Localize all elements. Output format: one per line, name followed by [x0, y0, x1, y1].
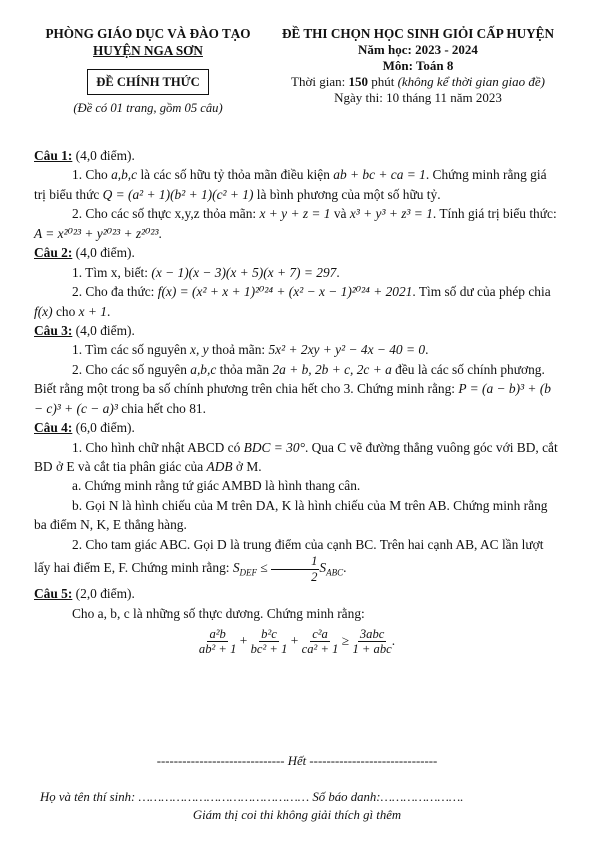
question-3-part-1: [34, 340, 560, 359]
q5-plus-1: +: [236, 633, 251, 649]
q1p1-text-a: 1. Cho: [72, 167, 112, 183]
time-value: 150: [348, 74, 368, 89]
q2p2-text-c: cho: [52, 303, 79, 319]
q4p2-sub2: ABC: [326, 567, 344, 578]
q2p2-text-b: . Tìm số dư của phép chia: [412, 284, 551, 300]
q1p1-text-d: là bình phương của một số hữu tỷ.: [253, 186, 441, 202]
question-4-title: Câu 4:: [34, 420, 73, 436]
question-4-points: (6,0 điểm).: [72, 420, 135, 436]
question-4-part-1a: a. Chứng minh rằng tứ giác AMBD là hình thang cân.: [72, 478, 361, 494]
end-mark-text: ------------------------------ Hết ------------------------------: [156, 754, 438, 768]
q3p1-end: .: [425, 342, 429, 358]
question-3-heading: [34, 321, 560, 340]
q1p2-expression: A = x²⁰²³ + y²⁰²³ + z²⁰²³: [34, 225, 159, 241]
time-suffix: phút: [367, 74, 398, 89]
subject: Môn: Toán 8: [382, 58, 454, 73]
q5-f4-den: 1 + abc: [352, 642, 392, 657]
q3p1-text-b: thoả mãn:: [208, 342, 269, 358]
question-2-part-1: [34, 263, 560, 282]
q5-f3-num: c²a: [312, 627, 328, 641]
q3p2-expression: 2a + b, 2b + c, 2c + a: [272, 361, 392, 377]
q4p2-le: ≤: [257, 560, 272, 576]
q3p2-end: chia hết cho 81.: [117, 400, 206, 416]
q1p2-end: .: [158, 225, 162, 241]
q4p2-half-fraction: [271, 554, 319, 584]
q1p2-cond-2: x³ + y³ + z³ = 1: [349, 206, 433, 222]
q2p1-expression: (x − 1)(x − 3)(x + 5)(x + 7) = 297: [151, 264, 337, 280]
q2p2-text-a: 2. Cho đa thức:: [72, 284, 158, 300]
q3p2-P-expression: P = (a − b)³ + (b − c)³ + (c − a)³: [34, 381, 551, 416]
official-label: ĐỀ CHÍNH THỨC: [87, 69, 209, 95]
q3p2-text-c: đều là các số chính phương. Biết rằng một trong ba số chính phương trên chia hết cho 3. Chứng minh rằng:: [34, 361, 545, 397]
q4p1-angle: BDC = 30°: [243, 439, 305, 455]
q2p2-expression: f(x) = (x² + x + 1)²⁰²⁴ + (x² − x − 1)²⁰²⁴ + 2021: [157, 284, 413, 300]
q1p1-expression: Q = (a² + 1)(b² + 1)(c² + 1): [102, 186, 254, 202]
time-prefix: Thời gian:: [291, 74, 349, 89]
q5-fraction-1: [199, 627, 236, 657]
question-4-part-1: [34, 438, 560, 477]
q1p2-text-b: . Tính giá trị biểu thức:: [432, 206, 557, 222]
q4p2-end: .: [343, 560, 347, 576]
q5-f2-den: bc² + 1: [250, 642, 288, 657]
header-left: [38, 25, 258, 117]
invigilator-note: Giám thị coi thi không giải thích gì thêm: [192, 808, 402, 822]
q2p2-divisor: x + 1: [78, 303, 107, 319]
q3p1-expression: 5x² + 2xy + y² − 4x − 40 = 0: [268, 342, 426, 358]
exam-time: [262, 74, 574, 90]
question-3-part-2: [34, 360, 560, 418]
q2p1-end: .: [336, 264, 340, 280]
exam-date: Ngày thi: 10 tháng 11 năm 2023: [334, 90, 502, 105]
q4p2-s2: S: [319, 560, 327, 576]
q4p1-text-b: . Qua C vẽ đường thẳng vuông góc với BD, cắt BD ở E và cắt tia phân giác của: [34, 439, 558, 474]
district-name: HUYỆN NGA SƠN: [93, 43, 203, 58]
q2p2-fx: f(x): [34, 303, 53, 319]
question-1-title: Câu 1:: [34, 148, 73, 163]
q4p2-text-a: 2. Cho tam giác ABC. Gọi D là trung điểm của cạnh BC. Trên hai cạnh AB, AC lần lượt lấy hai điểm E, F. Chứng minh rằng:: [34, 536, 544, 576]
question-5-points: (2,0 điểm).: [72, 586, 135, 602]
time-note: (không kể thời gian giao đề): [397, 74, 545, 89]
question-1-heading: [34, 146, 560, 165]
q1p2-and: và: [330, 206, 350, 222]
q1p2-text-a: 2. Cho các số thực x,y,z thỏa mãn:: [72, 206, 260, 222]
question-5-title: Câu 5:: [34, 586, 73, 602]
q5-ge: ≥: [338, 633, 353, 649]
q5-fraction-3: [302, 627, 339, 657]
question-4-part-1b: b. Gọi N là hình chiếu của M trên DA, K là hình chiếu của M trên AB. Chứng minh rằng ba điểm N, K, E thẳng hàng.: [34, 497, 548, 533]
question-2-heading: [34, 243, 560, 262]
question-3-title: Câu 3:: [34, 322, 73, 338]
question-5-heading: [34, 584, 560, 603]
q1p1-text-c: . Chứng minh rằng giá trị biểu thức: [34, 167, 547, 202]
question-5-text: Cho a, b, c là những số thực dương. Chứng minh rằng:: [72, 605, 365, 621]
question-2-title: Câu 2:: [34, 245, 73, 261]
q3p1-vars: x, y: [190, 342, 209, 358]
question-1-part-1: [34, 165, 560, 204]
department-name: PHÒNG GIÁO DỤC VÀ ĐÀO TẠO: [45, 26, 251, 41]
q5-f1-den: ab² + 1: [198, 642, 237, 657]
q5-f1-num: a²b: [209, 627, 226, 641]
question-4-part-2: [34, 535, 560, 584]
q5-f3-den: ca² + 1: [301, 642, 339, 657]
q1p2-cond-1: x + y + z = 1: [259, 206, 331, 222]
q5-f2-num: b²c: [261, 627, 277, 641]
q4p1-text-c: ở M.: [232, 459, 262, 474]
pages-note: (Đề có 01 trang, gồm 05 câu): [73, 101, 223, 115]
q3p1-text-a: 1. Tìm các số nguyên: [72, 342, 191, 358]
exam-content: [34, 146, 560, 657]
q4p1-angle-2: ADB: [206, 459, 233, 474]
question-5-inequality: [34, 627, 560, 657]
question-3-points: (4,0 điểm).: [72, 322, 135, 338]
q3p2-text-a: 2. Cho các số nguyên: [72, 361, 191, 377]
q5-end: .: [391, 633, 396, 649]
q4p2-half-num: 1: [271, 554, 319, 569]
q1p1-vars: a,b,c: [111, 167, 138, 183]
q3p2-vars: a,b,c: [190, 361, 217, 377]
q2p2-end: .: [107, 303, 111, 319]
q5-fraction-2: [251, 627, 288, 657]
q4p2-sub1: DEF: [239, 567, 258, 578]
question-1-part-2: [34, 204, 560, 243]
end-mark: [0, 752, 594, 771]
q5-f4-num: 3abc: [359, 627, 385, 641]
q4p2-s1: S: [232, 560, 240, 576]
q1p1-text-b: là các số hữu tỷ thỏa mãn điều kiện: [137, 167, 334, 183]
q1p1-condition: ab + bc + ca = 1: [333, 167, 426, 183]
q2p1-text-a: 1. Tìm x, biết:: [72, 264, 152, 280]
question-4-heading: [34, 418, 560, 437]
exam-title: ĐỀ THI CHỌN HỌC SINH GIỎI CẤP HUYỆN: [282, 26, 554, 41]
question-1-points: (4,0 điểm).: [72, 148, 135, 163]
q5-fraction-4: [352, 627, 391, 657]
q4p2-half-den: 2: [311, 569, 318, 584]
q3p2-text-b: thỏa mãn: [216, 361, 273, 377]
header-right: [262, 25, 574, 106]
question-2-part-2: [34, 282, 560, 321]
candidate-line: Họ và tên thí sinh: ……………………………………… Số báo danh:………………….: [40, 790, 464, 804]
q4p1-text-a: 1. Cho hình chữ nhật ABCD có: [72, 439, 244, 455]
question-2-points: (4,0 điểm).: [72, 245, 135, 261]
q5-plus-2: +: [287, 633, 302, 649]
school-year: Năm học: 2023 - 2024: [358, 42, 478, 57]
